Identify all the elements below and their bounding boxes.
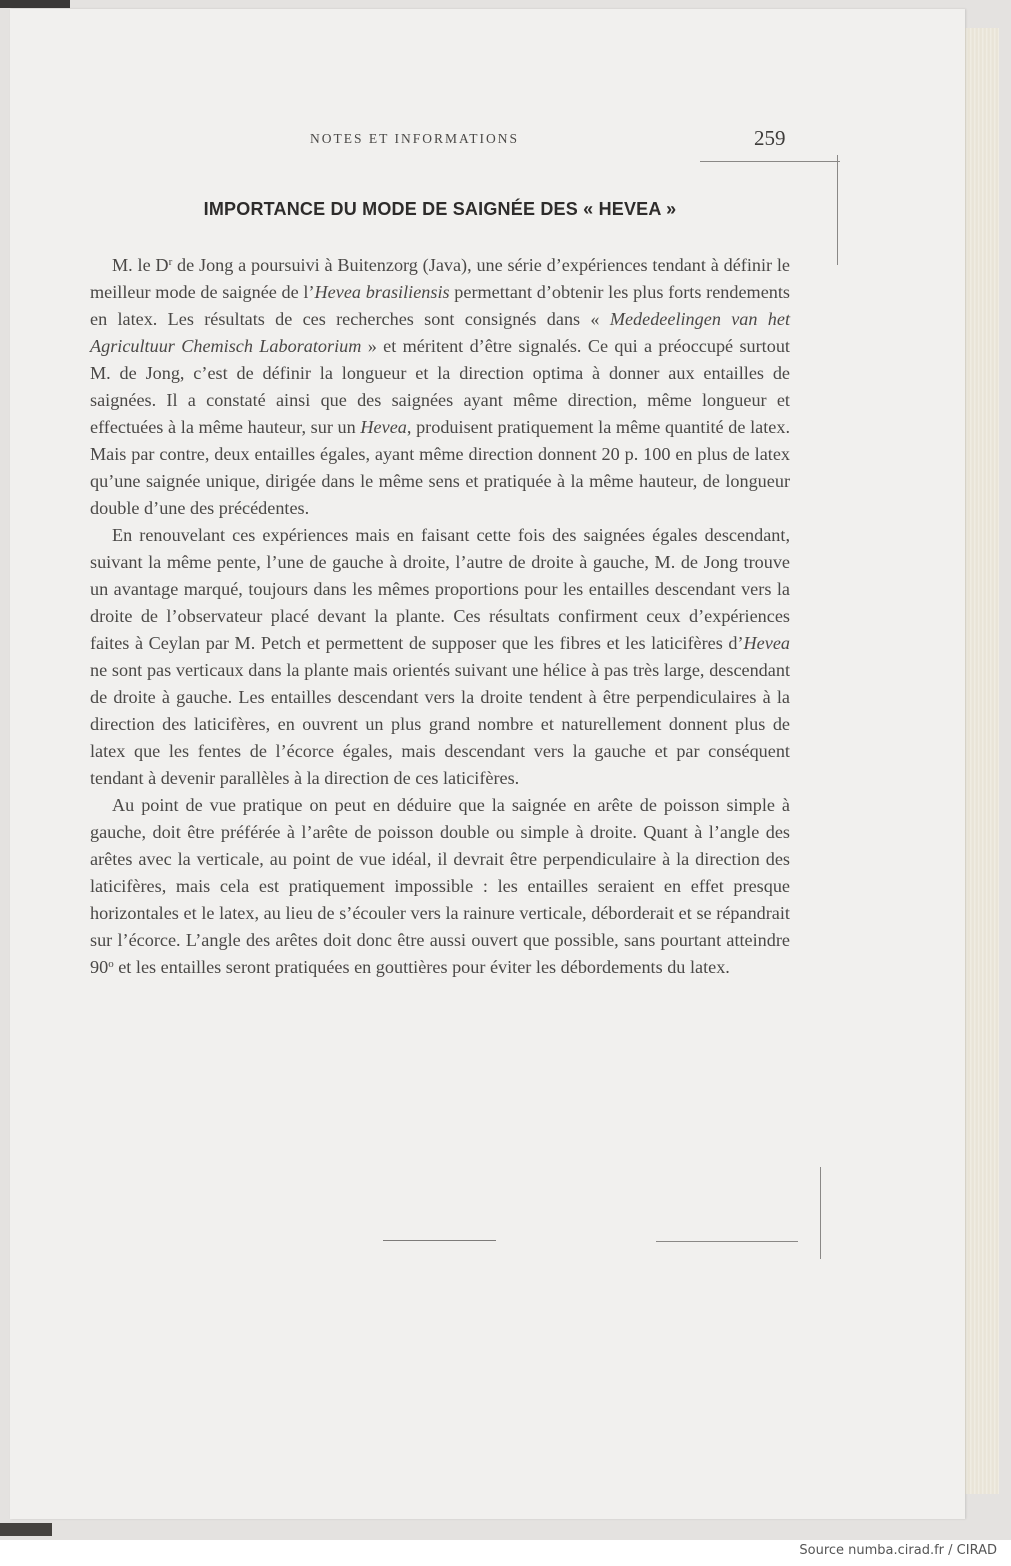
book-page-edges xyxy=(962,28,999,1494)
text-run-italic: Mededeelingen van het Agricultuur Chemisch Laboratorium xyxy=(90,309,790,356)
pencil-mark-bottom-horizontal xyxy=(656,1241,798,1242)
page-number: 259 xyxy=(754,126,786,150)
text-run-italic: Hevea brasiliensis xyxy=(314,282,450,302)
pencil-mark-bottom-vertical xyxy=(820,1167,821,1259)
text-run: ne sont pas verticaux dans la plante mais orientés suivant une hélice à pas très large, descendant de droite à gauche. Les entailles descendant vers la droite tendent à être perpendiculaires à la direction des laticifères, en ouvrent un plus grand nombre et naturellement donnent plus de latex que les fentes de l’écorce égales, mais descendant vers la gauche et par conséquent tendant à devenir parallèles à la direction de ces laticifères. xyxy=(90,660,790,788)
article-body xyxy=(90,252,790,981)
article-title: IMPORTANCE DU MODE DE SAIGNÉE DES « HEVEA » xyxy=(203,199,677,219)
section-end-rule xyxy=(383,1240,496,1241)
text-run-italic: Hevea xyxy=(360,417,407,437)
text-run: Au point de vue pratique on peut en déduire que la saignée en arête de poisson simple à gauche, doit être préférée à l’arête de poisson double ou simple à droite. Quant à l’angle des arêtes avec la verticale, au point de vue idéal, il devrait être perpendiculaire à la direction des laticifères, mais cela est pratiquement impossible : les entailles seraient en effet presque horizontales et le latex, au lieu de s’écouler vers la rainure verticale, déborderait et se répandrait sur l’écorce. L’angle des arêtes doit donc être aussi ouvert que possible, sans pourtant atteindre 90 xyxy=(90,795,790,977)
text-run: de Jong a poursuivi à Buitenzorg (Java), une série d’expériences tendant à définir le meilleur mode de saignée de l’ xyxy=(90,255,791,302)
scan-edge-bottom xyxy=(0,1523,52,1536)
paragraph xyxy=(90,522,790,792)
running-title: NOTES ET INFORMATIONS xyxy=(310,131,520,146)
text-run: , produisent pratiquement la même quantité de latex. Mais par contre, deux entailles égales, ayant même direction donnent 20 p. 100 en plus de latex qu’une saignée unique, dirigée dans le même sens et pratiquée à la même hauteur, de longueur double d’une des précédentes. xyxy=(90,417,790,518)
source-credit: Source numba.cirad.fr / CIRAD xyxy=(799,1543,997,1558)
book-page xyxy=(10,9,965,1519)
paragraph xyxy=(90,792,790,981)
text-run-sup: r xyxy=(168,256,173,268)
paragraph xyxy=(90,252,790,522)
pencil-mark-top-vertical xyxy=(837,155,838,265)
text-run-sup: o xyxy=(108,958,114,970)
text-run: » et méritent d’être signalés. Ce qui a préoccupé surtout M. de Jong, c’est de définir la longueur et la direction optima à donner aux entailles de saignées. Il a constaté ainsi que des saignées ayant même direction, même longueur et effectuées à la même hauteur, sur un xyxy=(90,336,790,437)
scan-edge-top xyxy=(0,0,70,8)
pencil-mark-top-horizontal xyxy=(700,161,840,162)
text-run: et les entailles seront pratiquées en gouttières pour éviter les débordements du latex. xyxy=(113,957,730,977)
text-run: En renouvelant ces expériences mais en faisant cette fois des saignées égales descendant, suivant la même pente, l’une de gauche à droite, l’autre de droite à gauche, M. de Jong trouve un avantage marqué, toujours dans les mêmes proportions pour les entailles descendant vers la droite de l’observateur placé devant la plante. Ces résultats confirment ceux d’expériences faites à Ceylan par M. Petch et permettent de supposer que les fibres et les laticifères d’ xyxy=(90,525,790,653)
text-run-italic: Hevea xyxy=(743,633,790,653)
text-run: permettant d’obtenir les plus forts rendements en latex. Les résultats de ces recherches sont consignés dans « xyxy=(90,282,790,329)
text-run: M. le D xyxy=(112,255,169,275)
